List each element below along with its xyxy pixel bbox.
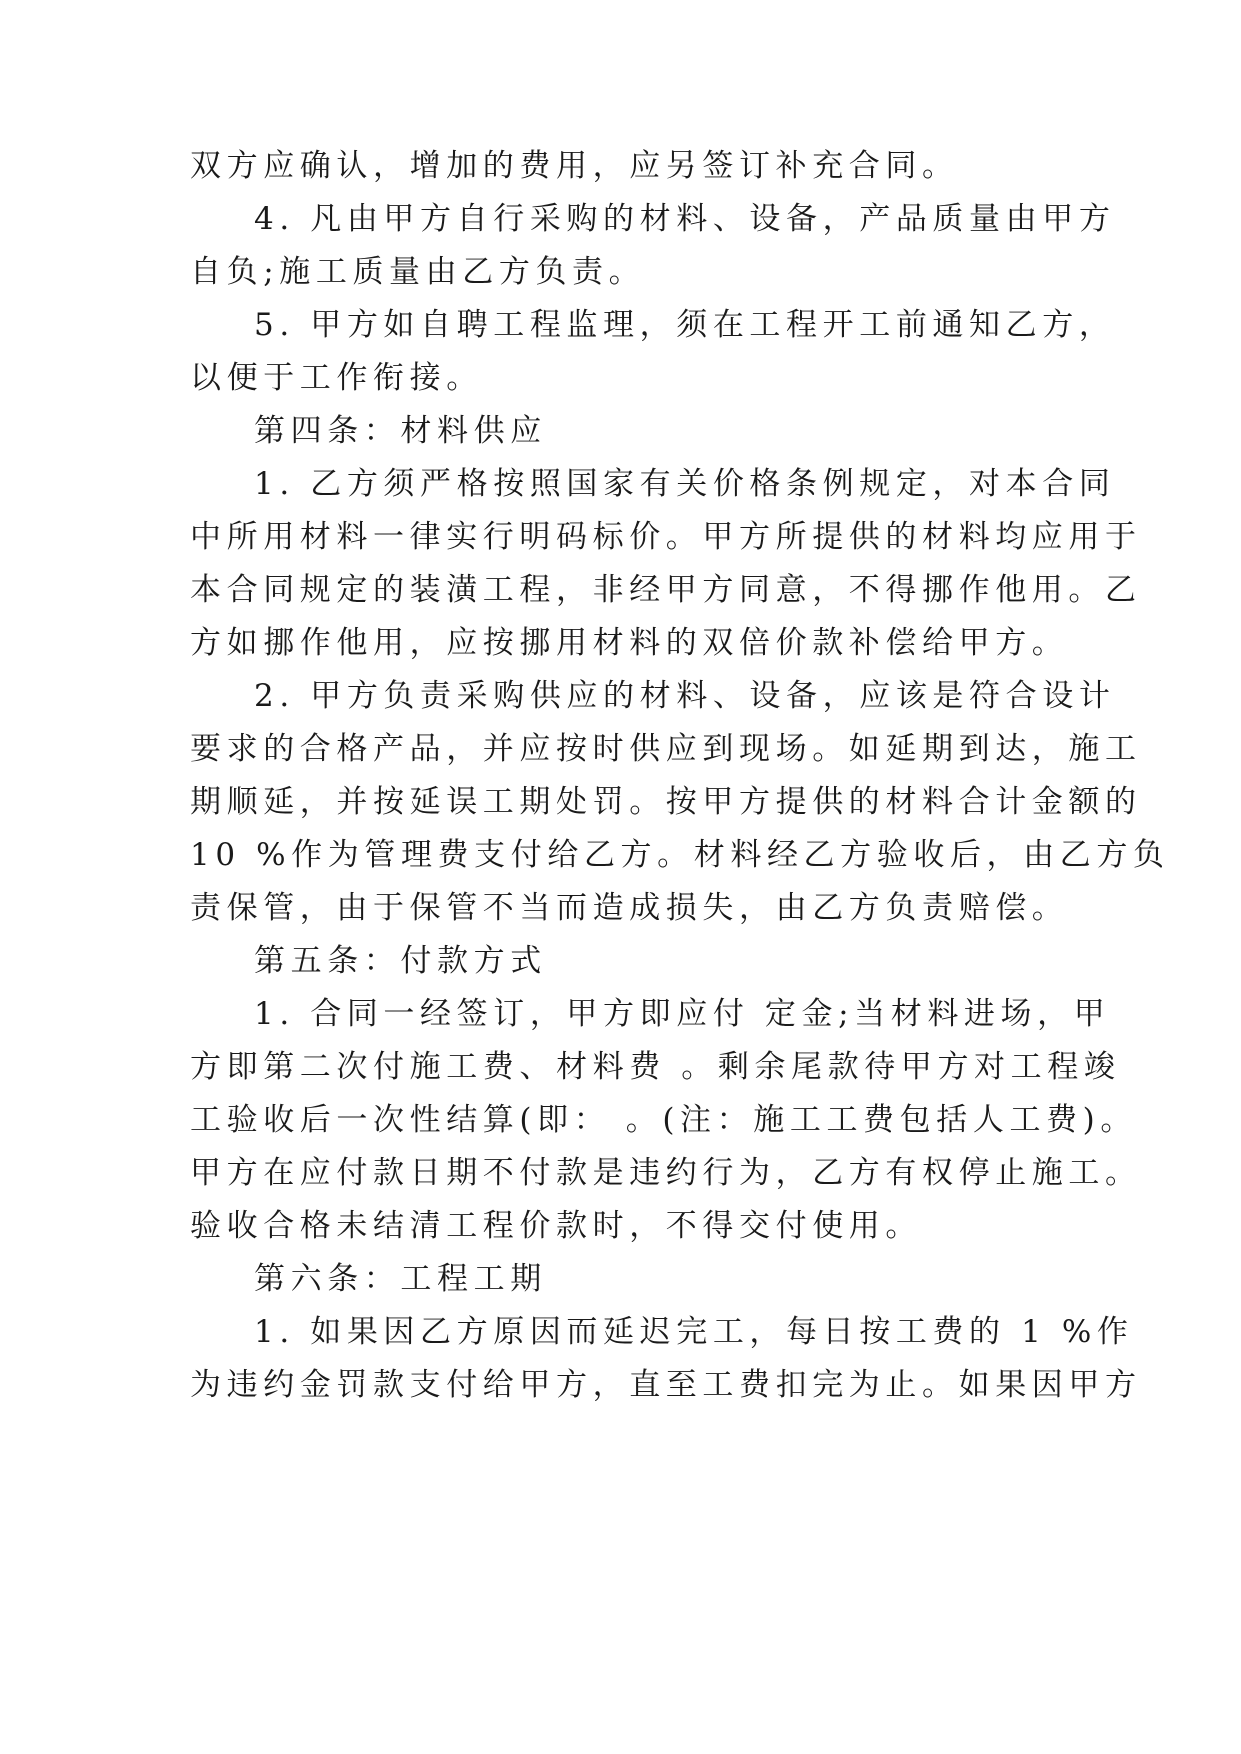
article-4-heading: 第四条：材料供应 bbox=[254, 413, 547, 449]
text-line: 方如挪作他用，应按挪用材料的双倍价款补偿给甲方。 bbox=[190, 625, 1069, 661]
text-line: 甲方在应付款日期不付款是违约行为，乙方有权停止施工。 bbox=[190, 1155, 1142, 1191]
article-4-clause-2: 2. 甲方负责采购供应的材料、设备，应该是符合设计 bbox=[254, 678, 1116, 714]
text-line: 本合同规定的装潢工程，非经甲方同意，不得挪作他用。乙 bbox=[190, 572, 1142, 608]
article-6-clause-1: 1. 如果因乙方原因而延迟完工，每日按工费的 1 %作 bbox=[254, 1314, 1134, 1350]
text-line: 为违约金罚款支付给甲方，直至工费扣完为止。如果因甲方 bbox=[190, 1367, 1142, 1403]
article-5-clause-1: 1. 合同一经签订，甲方即应付 定金;当材料进场，甲 bbox=[254, 996, 1111, 1032]
text-line: 要求的合格产品，并应按时供应到现场。如延期到达，施工 bbox=[190, 731, 1142, 767]
text-line: 中所用材料一律实行明码标价。甲方所提供的材料均应用于 bbox=[190, 519, 1142, 555]
text-line: 双方应确认，增加的费用，应另签订补充合同。 bbox=[190, 148, 959, 184]
text-line: 自负;施工质量由乙方负责。 bbox=[190, 254, 646, 290]
text-line: 工验收后一次性结算(即： 。(注：施工工费包括人工费)。 bbox=[190, 1102, 1137, 1138]
clause-4: 4. 凡由甲方自行采购的材料、设备，产品质量由甲方 bbox=[254, 201, 1116, 237]
article-5-heading: 第五条：付款方式 bbox=[254, 943, 547, 979]
article-4-clause-1: 1. 乙方须严格按照国家有关价格条例规定，对本合同 bbox=[254, 466, 1116, 502]
text-line: 验收合格未结清工程价款时，不得交付使用。 bbox=[190, 1208, 922, 1244]
clause-5: 5. 甲方如自聘工程监理，须在工程开工前通知乙方， bbox=[254, 307, 1116, 343]
text-line: 以便于工作衔接。 bbox=[190, 360, 483, 396]
article-6-heading: 第六条：工程工期 bbox=[254, 1261, 547, 1297]
text-line: 10 %作为管理费支付给乙方。材料经乙方验收后，由乙方负 bbox=[190, 837, 1170, 873]
text-line: 方即第二次付施工费、材料费 。剩余尾款待甲方对工程竣 bbox=[190, 1049, 1121, 1085]
text-line: 责保管，由于保管不当而造成损失，由乙方负责赔偿。 bbox=[190, 890, 1069, 926]
text-line: 期顺延，并按延误工期处罚。按甲方提供的材料合计金额的 bbox=[190, 784, 1142, 820]
